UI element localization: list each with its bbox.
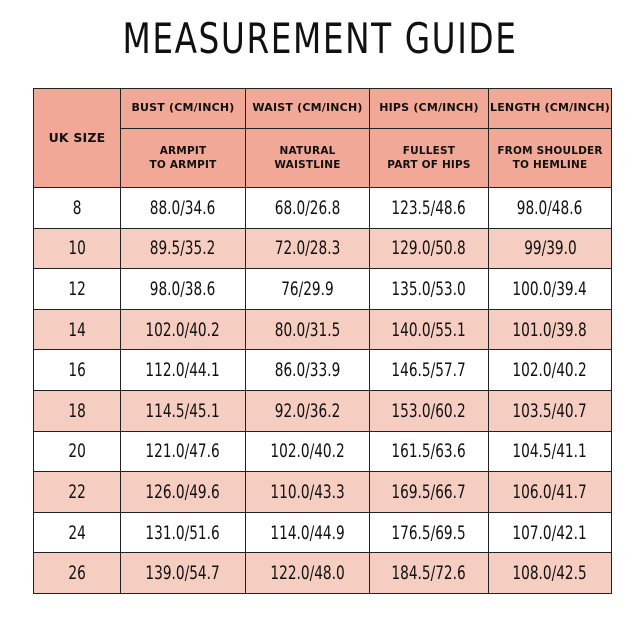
hips-subheader-line-2: PART OF HIPS xyxy=(387,159,471,171)
waist-subheader-line-2: WAISTLINE xyxy=(274,159,341,171)
size-table xyxy=(33,88,612,594)
waist-cell: 80.0/31.5 xyxy=(246,309,370,350)
length-cell: 104.5/41.1 xyxy=(489,431,612,472)
size-cell: 16 xyxy=(34,350,121,391)
table-row xyxy=(34,472,612,513)
length-header: LENGTH (CM/INCH) xyxy=(489,89,612,129)
waist-subheader xyxy=(246,129,370,188)
size-cell: 14 xyxy=(34,309,121,350)
bust-cell: 102.0/40.2 xyxy=(121,309,246,350)
hips-cell: 146.5/57.7 xyxy=(370,350,489,391)
bust-cell: 114.5/45.1 xyxy=(121,390,246,431)
hips-cell: 184.5/72.6 xyxy=(370,553,489,594)
hips-cell: 135.0/53.0 xyxy=(370,269,489,310)
size-cell: 18 xyxy=(34,390,121,431)
bust-cell: 88.0/34.6 xyxy=(121,188,246,229)
page-title: MEASUREMENT GUIDE xyxy=(122,14,518,63)
waist-cell: 102.0/40.2 xyxy=(246,431,370,472)
length-subheader-line-2: TO HEMLINE xyxy=(512,159,588,171)
waist-cell: 110.0/43.3 xyxy=(246,472,370,513)
uk-size-header: UK SIZE xyxy=(34,89,121,188)
table-row xyxy=(34,309,612,350)
size-cell: 10 xyxy=(34,228,121,269)
size-cell: 12 xyxy=(34,269,121,310)
size-cell: 26 xyxy=(34,553,121,594)
waist-cell: 68.0/26.8 xyxy=(246,188,370,229)
length-cell: 103.5/40.7 xyxy=(489,390,612,431)
length-subheader xyxy=(489,129,612,188)
size-cell: 20 xyxy=(34,431,121,472)
table-row xyxy=(34,431,612,472)
length-cell: 108.0/42.5 xyxy=(489,553,612,594)
hips-cell: 140.0/55.1 xyxy=(370,309,489,350)
bust-cell: 131.0/51.6 xyxy=(121,512,246,553)
table-row xyxy=(34,553,612,594)
size-cell: 22 xyxy=(34,472,121,513)
waist-cell: 122.0/48.0 xyxy=(246,553,370,594)
hips-cell: 169.5/66.7 xyxy=(370,472,489,513)
bust-cell: 112.0/44.1 xyxy=(121,350,246,391)
bust-subheader-line-1: ARMPIT xyxy=(159,144,207,157)
waist-header: WAIST (CM/INCH) xyxy=(246,89,370,129)
hips-cell: 123.5/48.6 xyxy=(370,188,489,229)
bust-cell: 139.0/54.7 xyxy=(121,553,246,594)
bust-cell: 126.0/49.6 xyxy=(121,472,246,513)
table-row xyxy=(34,188,612,229)
size-cell: 24 xyxy=(34,512,121,553)
length-cell: 102.0/40.2 xyxy=(489,350,612,391)
bust-header: BUST (CM/INCH) xyxy=(121,89,246,129)
hips-cell: 161.5/63.6 xyxy=(370,431,489,472)
bust-cell: 98.0/38.6 xyxy=(121,269,246,310)
hips-cell: 129.0/50.8 xyxy=(370,228,489,269)
hips-subheader xyxy=(370,129,489,188)
bust-cell: 121.0/47.6 xyxy=(121,431,246,472)
hips-cell: 153.0/60.2 xyxy=(370,390,489,431)
waist-subheader-line-1: NATURAL xyxy=(279,144,336,157)
table-row xyxy=(34,350,612,391)
length-cell: 106.0/41.7 xyxy=(489,472,612,513)
length-cell: 99/39.0 xyxy=(489,228,612,269)
waist-cell: 92.0/36.2 xyxy=(246,390,370,431)
bust-subheader-line-2: TO ARMPIT xyxy=(149,159,217,171)
waist-cell: 114.0/44.9 xyxy=(246,512,370,553)
length-subheader-line-1: FROM SHOULDER xyxy=(497,144,603,157)
table-row xyxy=(34,269,612,310)
hips-subheader-line-1: FULLEST xyxy=(402,144,456,157)
bust-subheader xyxy=(121,129,246,188)
hips-cell: 176.5/69.5 xyxy=(370,512,489,553)
hips-header: HIPS (CM/INCH) xyxy=(370,89,489,129)
waist-cell: 86.0/33.9 xyxy=(246,350,370,391)
table-row xyxy=(34,228,612,269)
bust-cell: 89.5/35.2 xyxy=(121,228,246,269)
table-row xyxy=(34,512,612,553)
length-cell: 100.0/39.4 xyxy=(489,269,612,310)
waist-cell: 76/29.9 xyxy=(246,269,370,310)
length-cell: 107.0/42.1 xyxy=(489,512,612,553)
table-row xyxy=(34,390,612,431)
length-cell: 101.0/39.8 xyxy=(489,309,612,350)
waist-cell: 72.0/28.3 xyxy=(246,228,370,269)
size-cell: 8 xyxy=(34,188,121,229)
length-cell: 98.0/48.6 xyxy=(489,188,612,229)
